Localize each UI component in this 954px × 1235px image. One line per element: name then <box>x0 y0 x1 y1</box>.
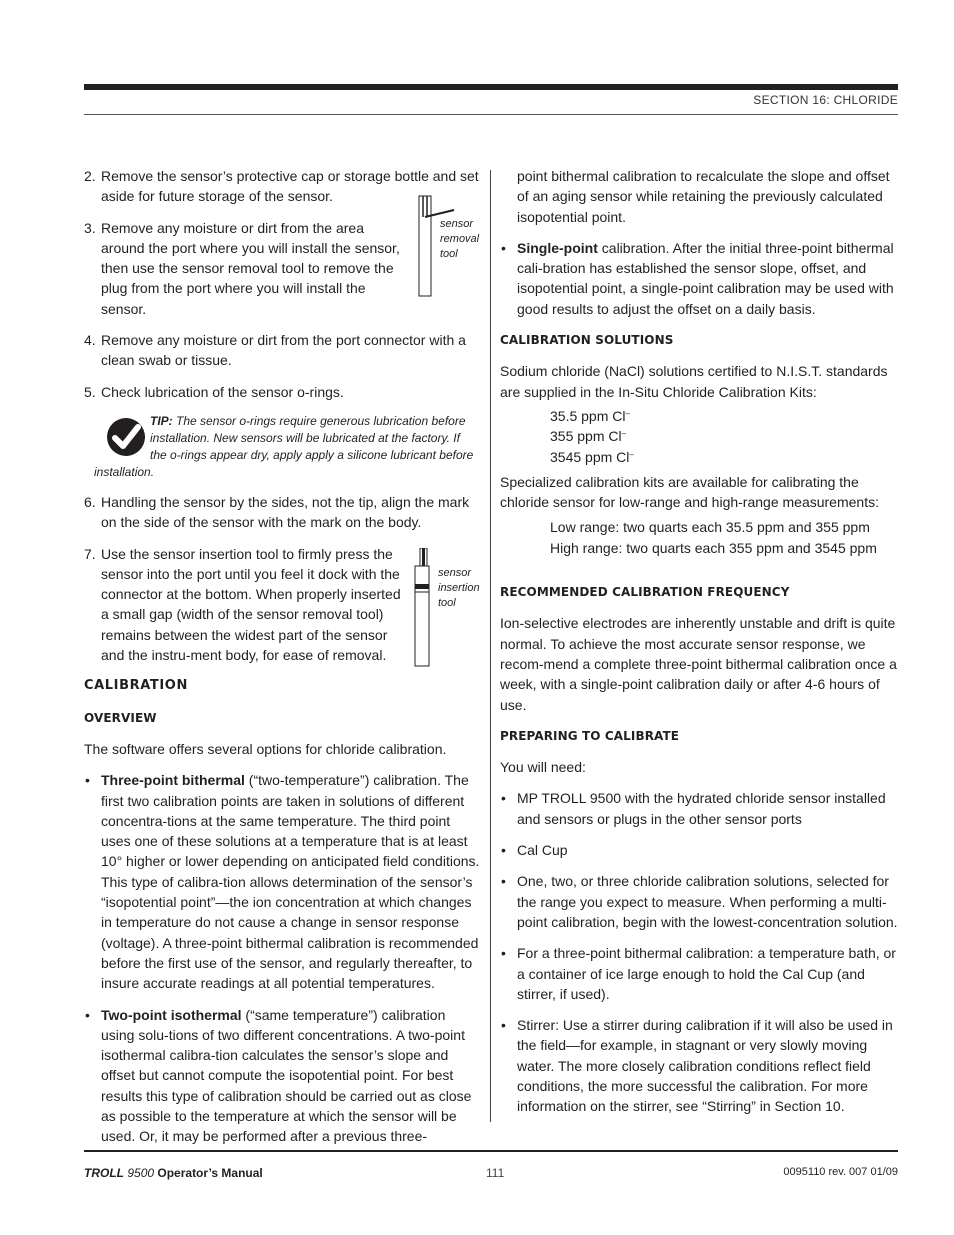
step-6 <box>84 492 482 533</box>
bullet-dot: • <box>501 239 506 256</box>
bullet-dot: • <box>501 945 506 962</box>
step-number: 7. <box>84 545 96 562</box>
left-column <box>84 166 482 1147</box>
need-item-text: For a three-point bithermal calibration: a temperature bath, or a container of ice large enough to hold the Cal Cup (and stirrer, if used). <box>517 945 896 1002</box>
calibration-solutions-heading: CALIBRATION SOLUTIONS <box>500 333 674 348</box>
column-divider <box>490 170 491 1122</box>
label-line: removal <box>440 232 480 245</box>
item-text: (“same temperature”) calibration using solu-tions of two different concentrations. A two-point isothermal calibra-tion calculates the sensor’s slope and offset but cannot compute the isopotential point. For best results this type of calibration should be carried out as close as possible to the temperature at which the sensor will be used. Or, it may be performed after a previous three- <box>101 1006 472 1145</box>
label-line: tool <box>438 596 456 609</box>
sensor-removal-tool-figure <box>418 191 480 306</box>
insertion-tool-label <box>438 566 480 611</box>
high-range: High range: two quarts each 355 ppm and 3545 ppm <box>550 539 877 556</box>
preparing-heading: PREPARING TO CALIBRATE <box>500 728 680 743</box>
label-line: insertion <box>438 581 480 594</box>
step-5 <box>84 382 482 402</box>
bullet-dot: • <box>85 772 90 789</box>
document-revision: 0095110 rev. 007 01/09 <box>783 1166 898 1178</box>
label-line: sensor <box>440 217 474 230</box>
need-item <box>500 840 898 860</box>
bullet-dot: • <box>501 790 506 807</box>
need-item <box>500 943 898 1004</box>
solution-item: 3545 ppm Cl– <box>550 448 634 465</box>
brand-name: TROLL <box>84 1166 124 1180</box>
single-point-item <box>500 238 898 319</box>
solutions-text: Sodium chloride (NaCl) solutions certified to N.I.S.T. standards are supplied in the In-Situ Chloride Calibration Kits: <box>500 363 888 400</box>
step-number: 3. <box>84 219 96 236</box>
step-number: 6. <box>84 493 96 510</box>
footer-rule <box>84 1150 898 1152</box>
header-rule <box>84 84 898 90</box>
continued-text: point bithermal calibration to recalculate the slope and offset of an aging sensor while retaining the previously calculated isopotential point. <box>517 168 890 225</box>
tip-line: The sensor o-rings require generous lubrication before <box>176 413 466 428</box>
footer-manual-title <box>84 1166 263 1180</box>
step-text: Handling the sensor by the sides, not the tip, align the mark on the side of the sensor with the mark on the body. <box>101 493 470 531</box>
step-text: Remove the sensor’s protective cap or storage bottle and set aside for future storage of the sensor. <box>101 168 479 205</box>
need-item <box>500 788 898 829</box>
three-point-item <box>84 770 482 993</box>
tip-line: the o-rings appear dry, apply apply a silicone lubricant before <box>150 447 474 462</box>
item-bold: Two-point isothermal <box>101 1006 242 1023</box>
step-3 <box>84 218 482 319</box>
solutions-list <box>500 406 898 467</box>
solution-item: 35.5 ppm Cl– <box>550 407 630 424</box>
tip-line: installation. New sensors will be lubricated at the factory. If <box>150 430 460 445</box>
calibration-heading: CALIBRATION <box>84 678 188 694</box>
step-4 <box>84 330 482 371</box>
need-item-text: Cal Cup <box>517 842 568 859</box>
bullet-dot: • <box>501 1017 506 1034</box>
tip-box <box>84 413 482 481</box>
overview-heading: OVERVIEW <box>84 710 157 725</box>
manual-label: Operator’s Manual <box>154 1166 263 1180</box>
sensor-insertion-tool-icon <box>414 548 438 668</box>
step-text: Use the sensor insertion tool to firmly press the sensor into the port until you feel it dock with the connector at the bottom. When properly inserted a small gap (width of the sensor removal tool) remains between the widest part of the sensor and the instru-ment body, for ease of removal. <box>101 545 401 664</box>
low-range: Low range: two quarts each 35.5 ppm and 355 ppm <box>550 519 870 536</box>
tip-text <box>110 413 482 464</box>
item-bold: Three-point bithermal <box>101 772 245 789</box>
step-number: 5. <box>84 383 96 400</box>
right-column <box>500 166 898 1117</box>
need-text: You will need: <box>500 759 586 776</box>
need-item-text: One, two, or three chloride calibration solutions, selected for the range you expect to measure. When performing a multi-point calibration, begin with the lowest-concentration solution. <box>517 873 898 930</box>
sensor-insertion-tool-figure <box>414 548 480 673</box>
step-text: Remove any moisture or dirt from the area around the port where you will install the sensor, then use the sensor removal tool to remove the plug from the port where you will install the sensor. <box>101 219 400 317</box>
checkmark-icon <box>106 417 146 457</box>
bullet-dot: • <box>501 842 506 859</box>
step-text: Check lubrication of the sensor o-rings. <box>101 383 344 400</box>
overview-text: The software offers several options for chloride calibration. <box>84 740 447 757</box>
item-text: (“two-temperature”) calibration. The first two calibration points are taken in solutions of different concentra-tions at the same temperature. The third point uses one of these solutions at a temperature that is at least 10° higher or lower depending on anticipated field conditions. This type of calibra-tion allows determination of the sensor’s “isopotential point”—the ion concentration at which changes in temperature do not cause a change in sensor response (voltage). A three-point bithermal calibration is recommended before the first use of the sensor, and regularly thereafter, to insure accurate readings at all potential temperatures. <box>101 772 480 992</box>
removal-tool-label <box>440 217 479 262</box>
step-number: 2. <box>84 168 96 184</box>
label-line: tool <box>440 247 458 260</box>
frequency-heading: RECOMMENDED CALIBRATION FREQUENCY <box>500 585 790 600</box>
step-number: 4. <box>84 332 96 349</box>
page-number: 111 <box>486 1166 505 1180</box>
need-item <box>500 871 898 932</box>
need-item-text: MP TROLL 9500 with the hydrated chloride sensor installed and sensors or plugs in the other sensor ports <box>517 790 886 827</box>
need-item <box>500 1015 898 1116</box>
section-label: SECTION 16: CHLORIDE <box>753 93 898 107</box>
kits-text: Specialized calibration kits are available for calibrating the chloride sensor for low-range and high-range measurements: <box>500 473 879 511</box>
tip-label: TIP: <box>150 413 173 428</box>
step-text: Remove any moisture or dirt from the port connector with a clean swab or tissue. <box>101 332 466 369</box>
header-subrule <box>84 114 898 115</box>
bullet-dot: • <box>85 1006 90 1023</box>
label-line: sensor <box>438 566 472 579</box>
tip-line: installation. <box>94 464 155 479</box>
solution-item: 355 ppm Cl– <box>550 428 627 445</box>
item-bold: Single-point <box>517 239 598 256</box>
bullet-dot: • <box>501 873 506 890</box>
two-point-item <box>84 1005 482 1147</box>
step-7 <box>84 544 482 666</box>
model-number: 9500 <box>127 1166 155 1180</box>
frequency-text: Ion-selective electrodes are inherently unstable and drift is quite normal. To achieve the most accurate sensor response, we recom-mend a complete three-point bithermal calibration once a week, with a single-point calibration daily or after 4-6 hours of use. <box>500 615 897 713</box>
need-item-text: Stirrer: Use a stirrer during calibration if it will also be used in the field—for example, in stagnant or very slowly moving water. The more closely calibration conditions reflect field conditions, the more successful the calibration. For more information on the stirrer, see “Stirring” in Section 10. <box>517 1017 893 1115</box>
range-list <box>500 517 898 558</box>
item-text: calibration. After the initial three-point bithermal cali-bration has established the sensor slope, offset, and isopotential point, a single-point calibration may be used with good results to adjust the offset on a daily basis. <box>517 239 894 317</box>
